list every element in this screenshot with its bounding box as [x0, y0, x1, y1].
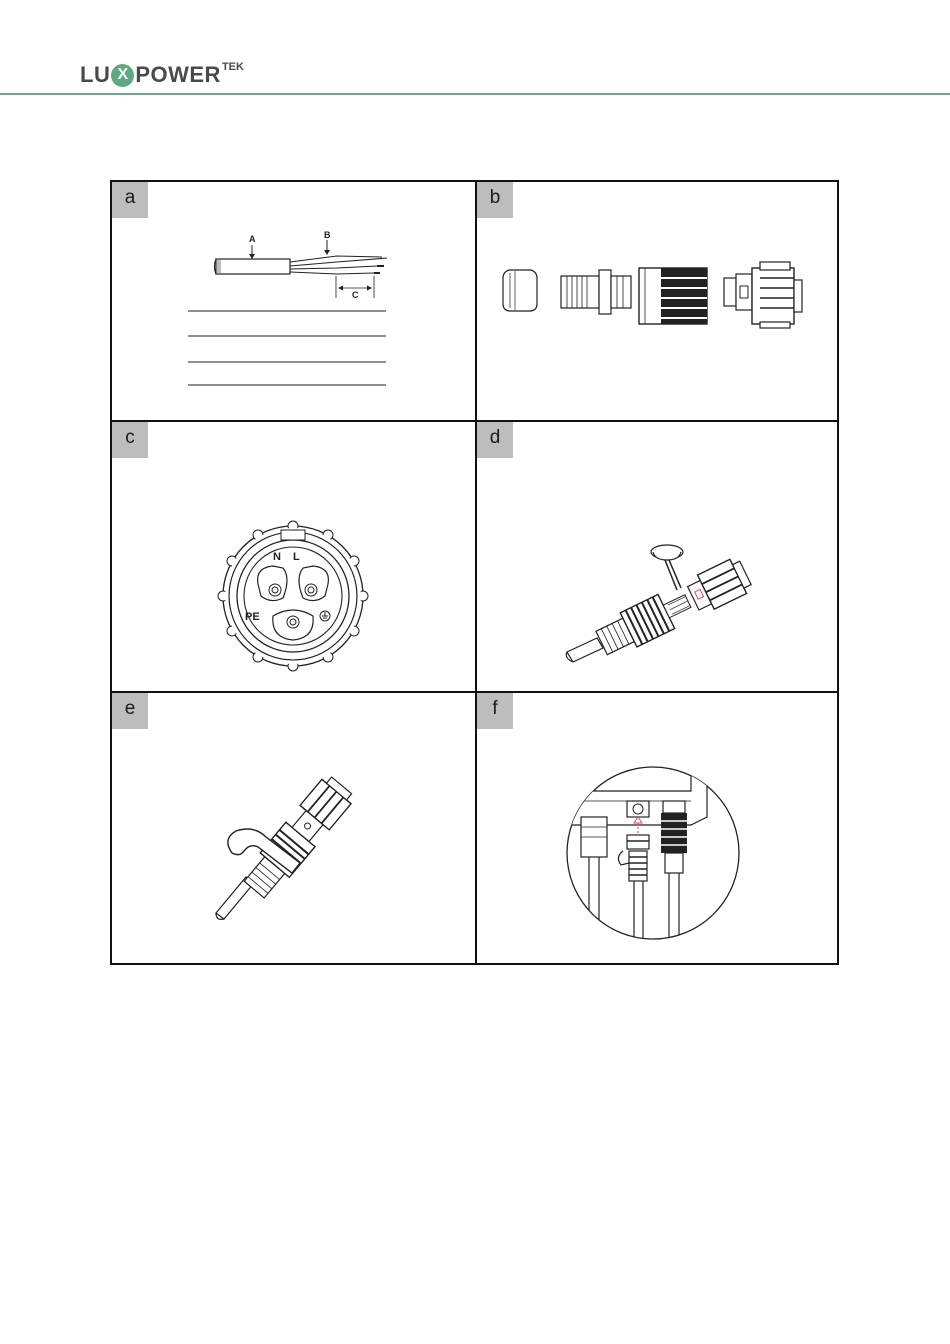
cable-strip-illustration [112, 182, 475, 420]
panel-b [477, 182, 839, 420]
luxpower-logo [80, 58, 244, 92]
cap-nut-part [503, 270, 537, 311]
panel-e-label: e [112, 693, 148, 729]
ground-symbol-icon [320, 611, 330, 621]
panel-f [477, 693, 839, 965]
panel-c-label: c [112, 422, 148, 458]
panel-a-label: a [112, 182, 148, 218]
screwdriver-icon [651, 545, 683, 590]
panel-a [112, 182, 475, 420]
pin-label-pe: PE [245, 611, 260, 623]
callout-b: B [324, 230, 331, 240]
pin-label-n: N [273, 551, 281, 563]
plug-insert-part [724, 262, 802, 328]
inverter-connection-illustration [477, 693, 839, 965]
wrench-tightening-illustration [112, 693, 475, 965]
callout-c: C [352, 290, 359, 300]
figure-grid [110, 180, 839, 965]
header-divider [0, 93, 950, 95]
logo-superscript: TEK [221, 61, 244, 73]
plug-face-illustration [112, 422, 475, 691]
threaded-sleeve-part [561, 270, 631, 314]
panel-b-label: b [477, 182, 513, 218]
panel-e [112, 693, 475, 965]
pin-label-l: L [293, 551, 300, 563]
callout-a: A [249, 234, 256, 244]
panel-d-label: d [477, 422, 513, 458]
panel-f-label: f [477, 693, 513, 729]
logo-x-mark: X [111, 64, 134, 87]
ribbed-housing-part [639, 268, 707, 324]
page-header [0, 0, 950, 95]
logo-text-right: POWER [135, 62, 221, 87]
panel-c [112, 422, 475, 691]
logo-text-left: LU [80, 62, 111, 87]
connector-parts-illustration [477, 182, 839, 420]
screwdriver-assembly-illustration [477, 422, 839, 691]
panel-d [477, 422, 839, 691]
